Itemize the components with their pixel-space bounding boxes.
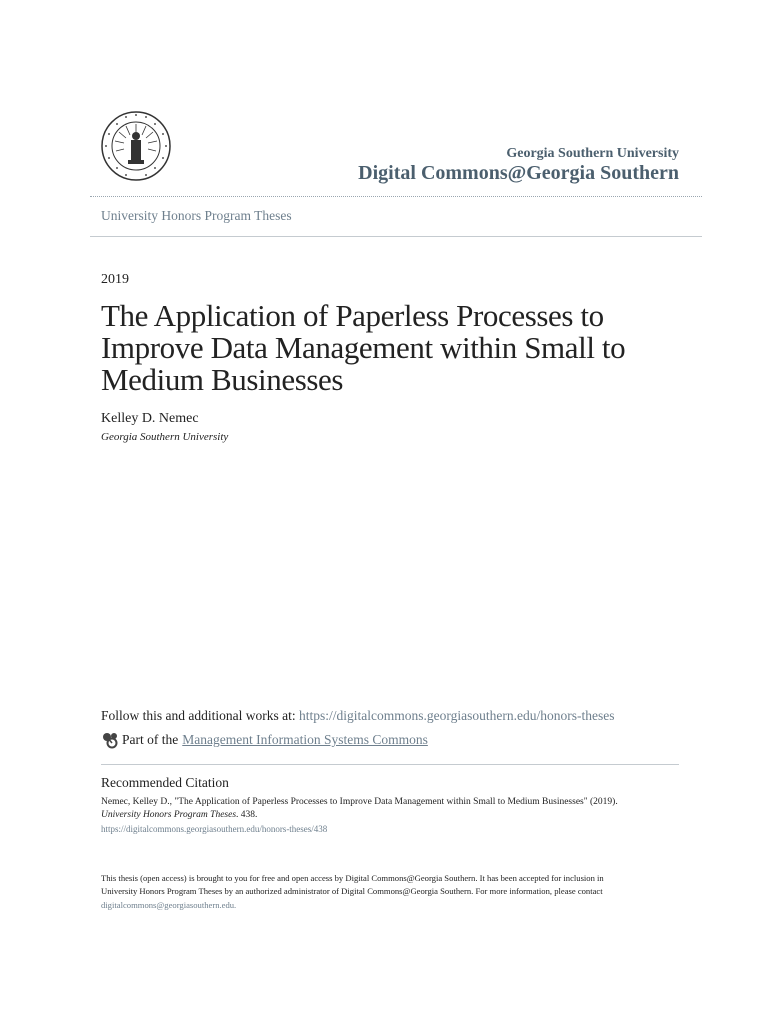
follow-url-link[interactable]: https://digitalcommons.georgiasouthern.edu/honors-theses: [299, 708, 615, 723]
citation-text: Nemec, Kelley D., "The Application of Paperless Processes to Improve Data Management within Small to Medium Businesses" (2019).: [101, 797, 618, 807]
citation-url-link[interactable]: https://digitalcommons.georgiasouthern.edu/honors-theses/438: [101, 824, 328, 834]
repository-name[interactable]: Digital Commons@Georgia Southern: [358, 162, 679, 184]
follow-label: Follow this and additional works at:: [101, 708, 299, 723]
citation-series: [101, 810, 257, 820]
citation-heading: Recommended Citation: [101, 775, 229, 790]
header-divider: [90, 196, 702, 197]
author-affiliation: Georgia Southern University: [101, 431, 229, 443]
commons-link[interactable]: Management Information Systems Commons: [182, 732, 428, 747]
series-divider: [90, 236, 702, 237]
footer-notice-line1: This thesis (open access) is brought to you for free and open access by Digital Commons@Georgia Southern. It has been accepted for inclusion in: [101, 873, 604, 883]
citation-number: . 438.: [236, 810, 258, 820]
university-name: Georgia Southern University: [506, 146, 679, 161]
network-icon: [101, 731, 119, 749]
university-seal-icon: [100, 110, 172, 182]
part-of-line: [101, 731, 428, 749]
part-of-label: Part of the: [122, 732, 179, 747]
citation-divider: [101, 764, 679, 765]
citation-series-name: University Honors Program Theses: [101, 810, 237, 820]
contact-email-link[interactable]: digitalcommons@georgiasouthern.edu.: [101, 900, 237, 910]
page-title: The Application of Paperless Processes to Improve Data Management within Small to Medium Businesses: [101, 298, 626, 397]
publication-year: 2019: [101, 272, 129, 287]
footer-notice-line2: University Honors Program Theses by an authorized administrator of Digital Commons@Georgia Southern. For more information, please contact: [101, 886, 603, 896]
series-link[interactable]: University Honors Program Theses: [101, 208, 292, 223]
author-name[interactable]: Kelley D. Nemec: [101, 411, 199, 426]
follow-line: [101, 708, 614, 724]
